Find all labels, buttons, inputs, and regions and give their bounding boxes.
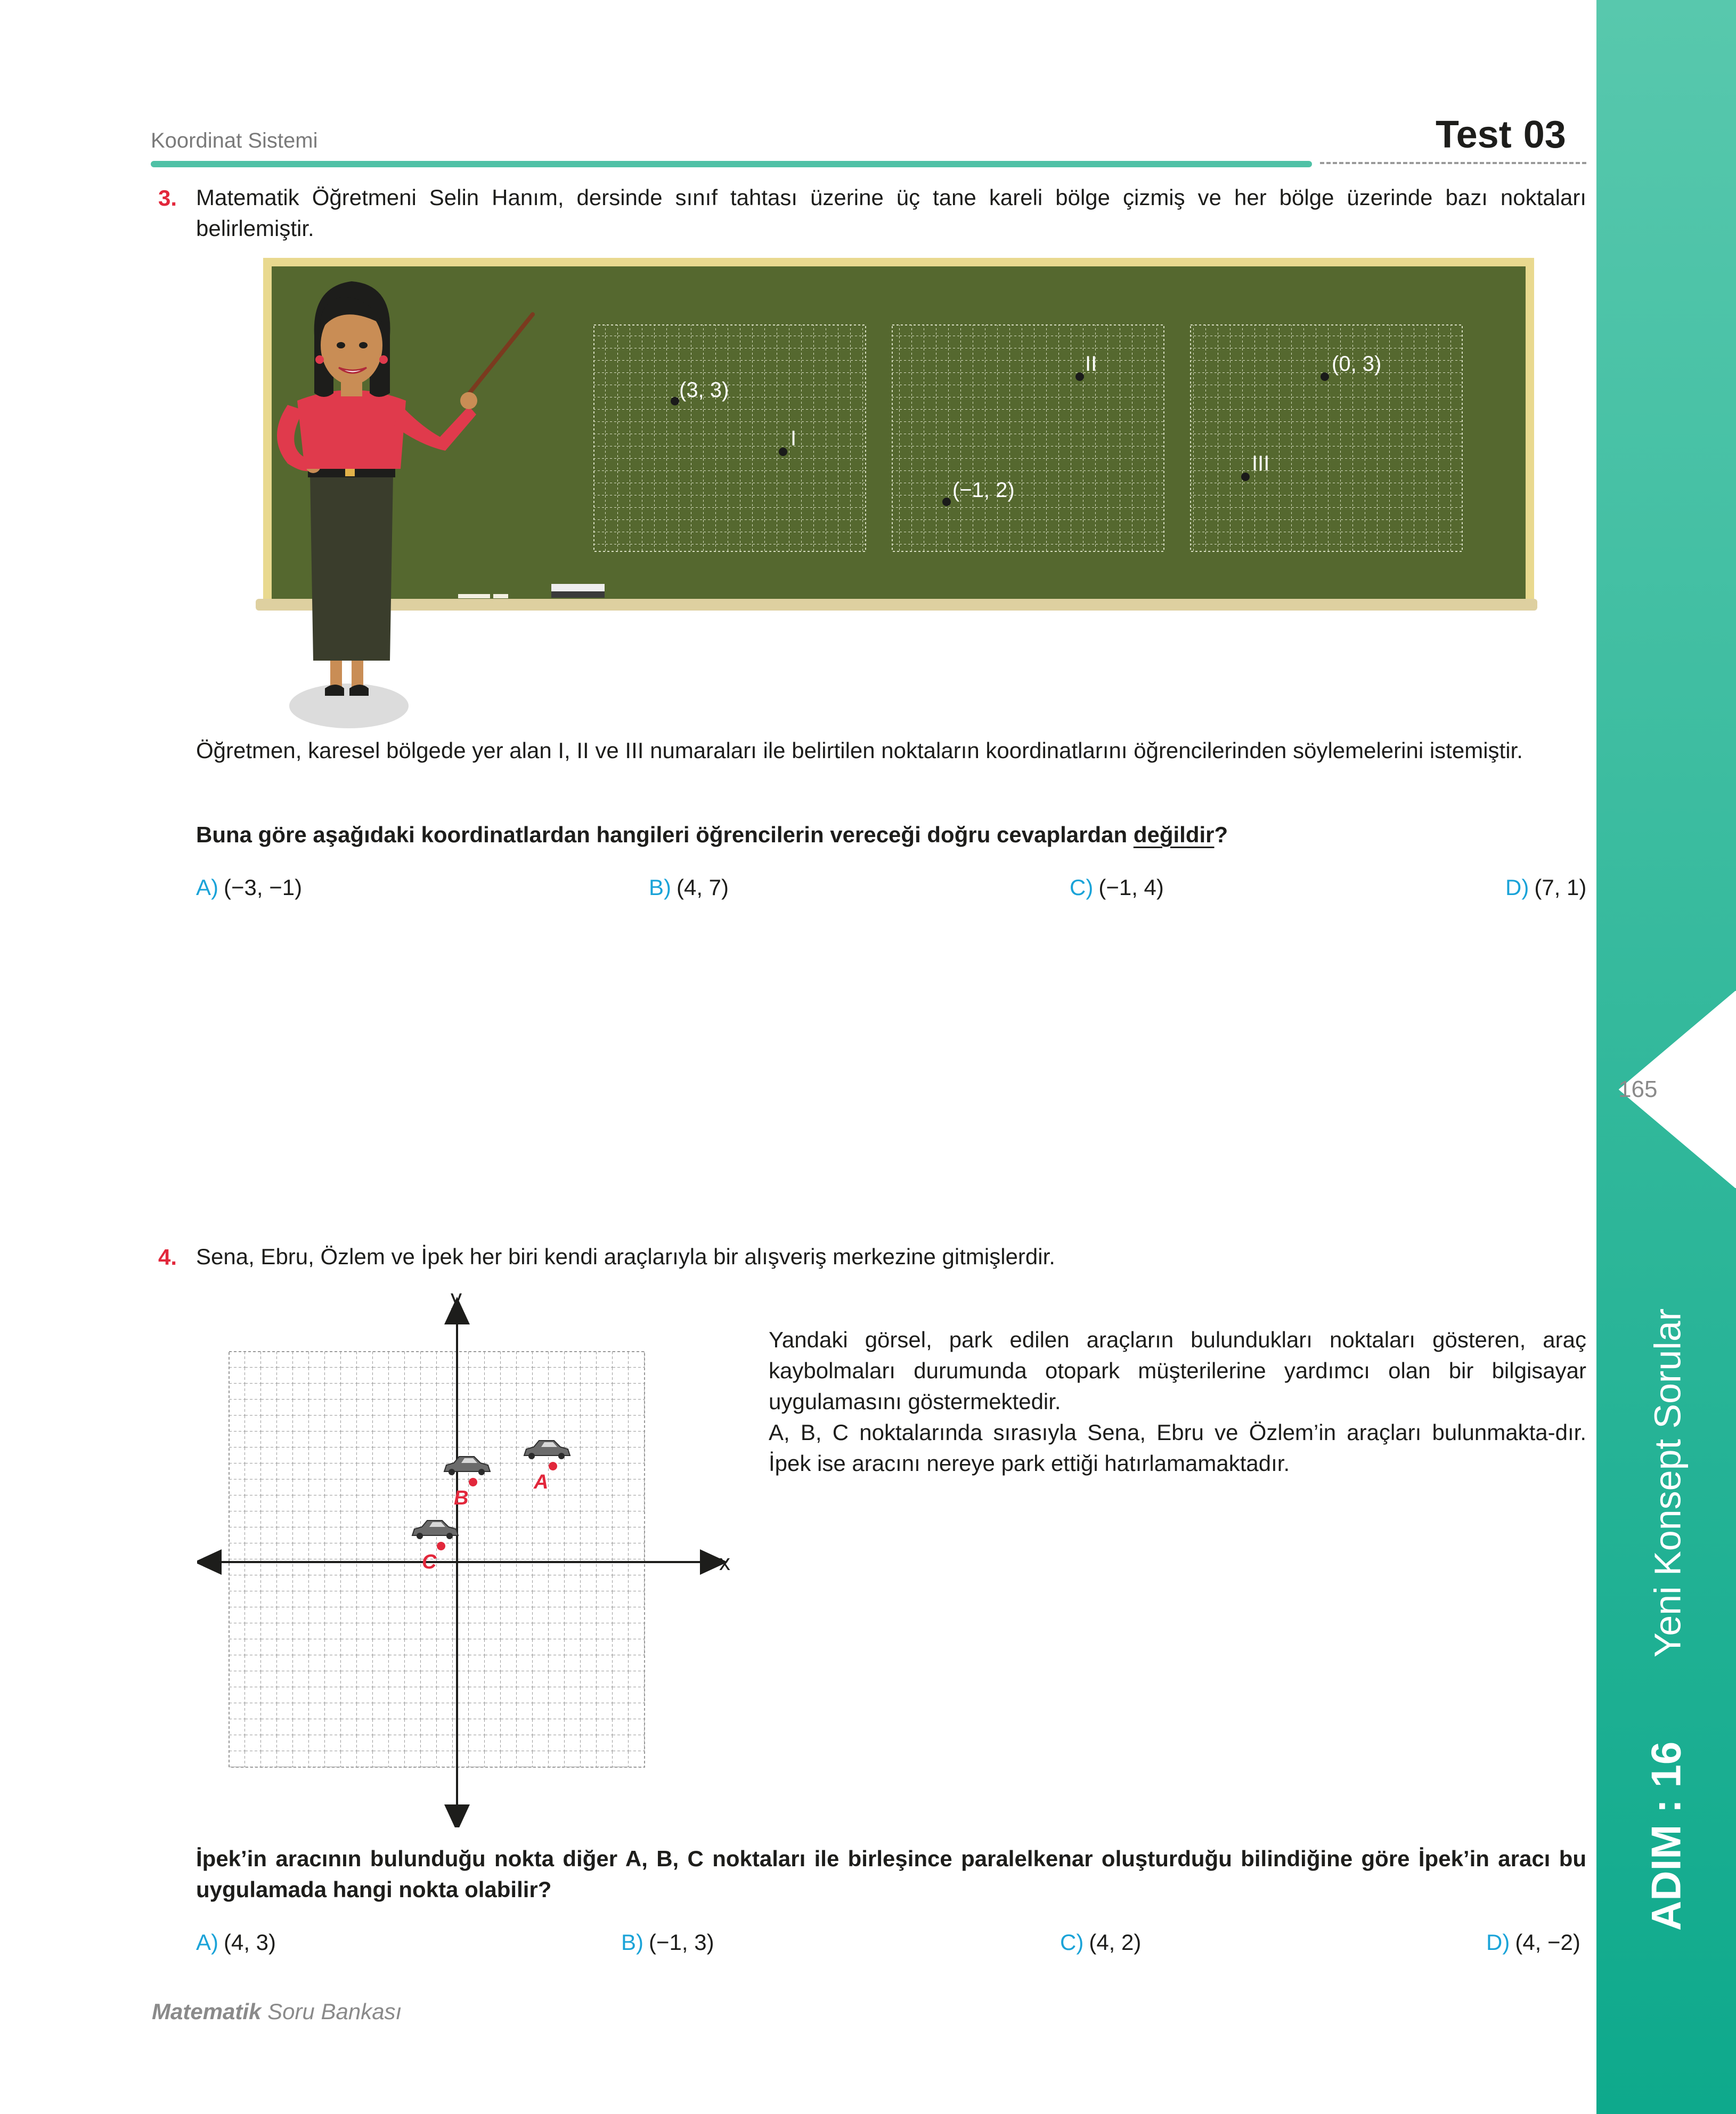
point-c-label: C xyxy=(422,1551,437,1573)
page-number: 165 xyxy=(1618,1076,1658,1102)
board-label-III: III xyxy=(1252,452,1270,475)
point-a-dot xyxy=(549,1462,557,1470)
q4-option-c[interactable]: C) (4, 2) xyxy=(1060,1930,1142,1955)
question-4-description-2: A, B, C noktalarında sırasıyla Sena, Ebru ve Özlem’in araçları bulunmakta-dır. İpek ise aracını nereye park ettiği hatırlamamaktadır. xyxy=(769,1420,1586,1476)
board-label-II: II xyxy=(1085,352,1097,376)
q3-option-c[interactable]: C) (−1, 4) xyxy=(1070,875,1164,900)
question-3-number: 3. xyxy=(158,185,177,210)
board-label-I: I xyxy=(790,427,797,450)
point-b-label: B xyxy=(454,1487,469,1509)
grid-2 xyxy=(892,325,1164,551)
test-word: Test xyxy=(1436,113,1512,156)
test-title xyxy=(1436,113,1566,157)
question-3-followup: Öğretmen, karesel bölgede yer alan I, II ve III numaraları ile belirtilen noktaların koordinatlarını öğrencilerinden söylemelerini istemiştir. xyxy=(196,738,1523,763)
q3-option-a[interactable]: A) (−3, −1) xyxy=(196,875,303,900)
question-4-intro: Sena, Ebru, Özlem ve İpek her biri kendi araçlarıyla bir alışveriş merkezine gitmişlerdir. xyxy=(196,1244,1055,1269)
footer-book-title: Matematik Soru Bankası xyxy=(152,1999,402,2024)
grid-3 xyxy=(1191,325,1462,551)
chalkboard-illustration xyxy=(250,250,1539,735)
point-a-label: A xyxy=(534,1471,549,1493)
q4-option-d[interactable]: D) (4, −2) xyxy=(1486,1930,1580,1955)
step-label: ADIM : 16 xyxy=(1642,1741,1690,1931)
q4-option-a[interactable]: A) (4, 3) xyxy=(196,1930,276,1955)
header-rule xyxy=(151,161,1312,167)
y-axis-label: y xyxy=(451,1289,462,1310)
point-c-dot xyxy=(437,1542,445,1550)
q4-option-b[interactable]: B) (−1, 3) xyxy=(621,1930,714,1955)
question-4-question: İpek’in aracının bulunduğu nokta diğer A, B, C noktaları ile birleşince paralelkenar oluşturduğu bilindiğine göre İpek’in aracı bu uygulamada hangi nokta olabilir? xyxy=(196,1846,1586,1902)
question-3-intro: Matematik Öğretmeni Selin Hanım, dersinde sınıf tahtası üzerine üç tane kareli bölge çizmiş ve her bölge üzerinde bazı noktaları belirlemiştir. xyxy=(196,185,1586,241)
q3-option-d[interactable]: D) (7, 1) xyxy=(1505,875,1587,900)
board-label-0-3: (0, 3) xyxy=(1332,352,1382,376)
question-3-question: Buna göre aşağıdaki koordinatlardan hangileri öğrencilerin vereceği doğru cevaplardan değildir? xyxy=(196,822,1228,847)
section-title: Koordinat Sistemi xyxy=(151,129,318,152)
board-label-3-3: (3, 3) xyxy=(679,378,729,402)
point-b-dot xyxy=(469,1478,477,1486)
side-band-text xyxy=(1596,1268,1736,1971)
band-title: Yeni Konsept Sorular xyxy=(1647,1308,1689,1658)
question-4-number: 4. xyxy=(158,1245,177,1270)
test-number: 03 xyxy=(1523,113,1566,156)
question-3-emphasis: değildir xyxy=(1133,822,1215,847)
coordinate-plane xyxy=(197,1289,740,1827)
question-4-description-1: Yandaki görsel, park edilen araçların bulundukları noktaları gösteren, araç kaybolmaları durumunda otopark müşterilerine yardımcı olan bir bilgisayar uygulamasını göstermektedir. xyxy=(769,1327,1586,1414)
board-label-neg1-2: (−1, 2) xyxy=(952,478,1015,502)
q3-option-b[interactable]: B) (4, 7) xyxy=(649,875,729,900)
grid-1 xyxy=(594,325,866,551)
header-rule-dashed xyxy=(1320,162,1586,164)
x-axis-label: x xyxy=(719,1550,730,1575)
